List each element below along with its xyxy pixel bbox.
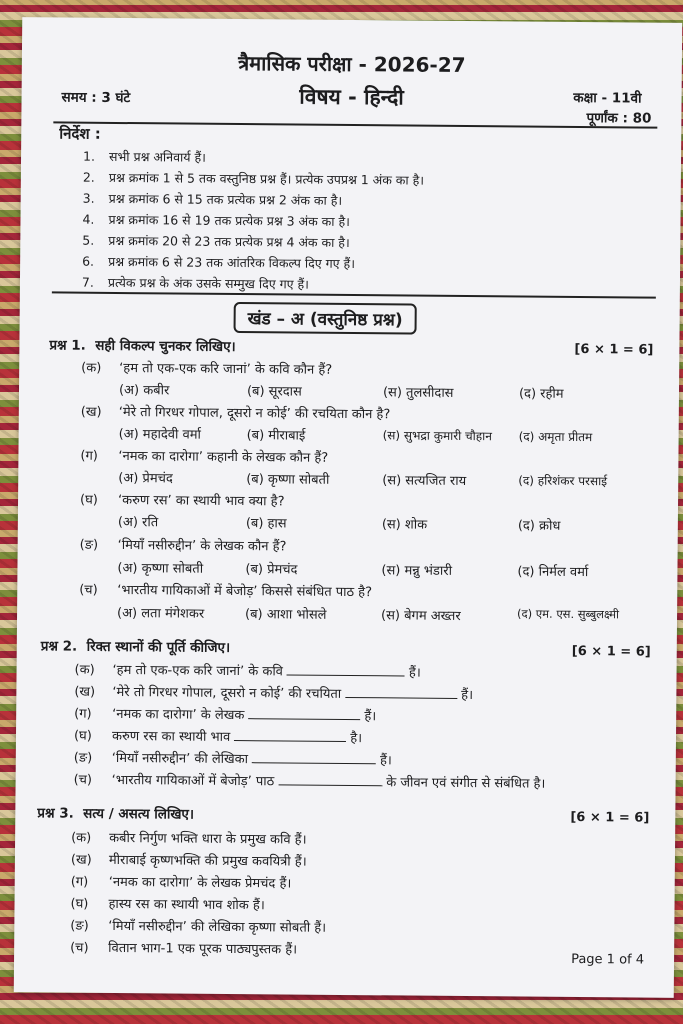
answer-blank — [287, 664, 405, 676]
instruction-item: 3. प्रश्न क्रमांक 6 से 15 तक प्रत्येक प्रश्न 2 अंक का है। — [82, 190, 343, 208]
option: (द) एम. एस. सुब्बुलक्ष्मी — [517, 606, 620, 622]
option: (अ) कृष्णा सोबती — [117, 560, 204, 577]
q2-heading: प्रश्न 2. रिक्त स्थानों की पूर्ति कीजिए। — [40, 638, 231, 656]
instruction-item: 7. प्रत्येक प्रश्न के अंक उसके सम्मुख दिए गए हैं। — [81, 274, 309, 292]
page-number: Page 1 of 4 — [571, 951, 645, 968]
option: (ब) आशा भोसले — [244, 607, 327, 623]
q2-marks: [6 × 1 = 6] — [571, 643, 651, 660]
exam-time: समय : 3 घंटे — [61, 89, 131, 107]
option: (ब) मीराबाई — [246, 428, 306, 444]
q3-item: (ग) ‘नमक का दारोगा’ के लेखक प्रेमचंद हैं। — [70, 874, 292, 892]
q1-item: (च) ‘भारतीय गायिकाओं में बेजोड़’ किससे संबंधित पाठ है? — [79, 582, 373, 601]
option: (अ) लता मंगेशकर — [117, 605, 205, 622]
q1-item: (ग) ‘नमक का दारोगा’ कहानी के लेखक कौन हैं? — [80, 448, 329, 466]
q2-item: (च) ‘भारतीय गायिकाओं में बेजोड़’ पाठ के जीवन एवं संगीत से संबंधित है। — [73, 772, 546, 792]
option: (स) बेगम अख्तर — [380, 608, 461, 624]
q3-item: (च) वितान भाग-1 एक पूरक पाठ्यपुस्तक हैं। — [70, 940, 298, 958]
q1-item: (ङ) ‘मियाँ नसीरुद्दीन’ के लेखक कौन हैं? — [79, 537, 287, 555]
option: (ब) सूरदास — [246, 384, 302, 400]
option: (स) शोक — [381, 517, 428, 533]
instructions-title: निर्देश : — [59, 124, 101, 143]
answer-blank — [278, 774, 382, 786]
option: (स) मन्नु भंडारी — [381, 563, 453, 579]
q1-item: (क) ‘हम तो एक-एक करि जानां’ के कवि कौन हैं? — [81, 360, 333, 378]
instructions-divider — [52, 291, 656, 298]
option: (द) अमृता प्रीतम — [518, 429, 593, 445]
q3-item: (घ) हास्य रस का स्थायी भाव शोक हैं। — [70, 896, 265, 914]
q1-marks: [6 × 1 = 6] — [574, 341, 654, 358]
q2-item: (ख) ‘मेरे तो गिरधर गोपाल, दूसरो न कोई’ की रचयिता हैं। — [74, 684, 474, 704]
option: (द) हरिशंकर परसाई — [518, 473, 608, 489]
q3-item: (ख) मीराबाई कृष्णभक्ति की प्रमुख कवयित्री हैं। — [70, 852, 307, 870]
option: (द) रहीम — [518, 386, 564, 402]
q2-item: (ग) ‘नमक का दारोगा’ के लेखक हैं। — [74, 706, 377, 725]
option: (ब) हास — [245, 516, 287, 532]
exam-title: त्रैमासिक परीक्षा - 2026-27 — [238, 51, 466, 78]
q3-heading: प्रश्न 3. सत्य / असत्य लिखिए। — [37, 805, 195, 823]
exam-total-marks: पूर्णांक : 80 — [586, 110, 652, 127]
answer-blank — [234, 730, 346, 742]
q3-marks: [6 × 1 = 6] — [570, 809, 650, 826]
option: (स) तुलसीदास — [382, 385, 454, 401]
option: (द) क्रोध — [517, 518, 561, 534]
option: (स) सुभद्रा कुमारी चौहान — [382, 428, 493, 444]
q3-item: (ङ) ‘मियाँ नसीरुद्दीन’ की लेखिका कृष्णा सोबती हैं। — [70, 918, 327, 936]
instruction-item: 1. सभी प्रश्न अनिवार्य हैं। — [82, 148, 207, 165]
option: (द) निर्मल वर्मा — [517, 564, 589, 581]
option: (अ) कबीर — [118, 382, 170, 399]
answer-blank — [252, 752, 376, 764]
q2-item: (क) ‘हम तो एक-एक करि जानां’ के कवि हैं। — [74, 662, 421, 681]
instruction-item: 2. प्रश्न क्रमांक 1 से 5 तक वस्तुनिष्ठ प्रश्न हैं। प्रत्येक उपप्रश्न 1 अंक का है। — [82, 169, 425, 188]
option: (अ) रति — [117, 514, 159, 531]
exam-class: कक्षा - 11वी — [573, 89, 642, 107]
header-divider — [53, 121, 657, 128]
instruction-item: 4. प्रश्न क्रमांक 16 से 19 तक प्रत्येक प्रश्न 3 अंक का है। — [82, 211, 350, 230]
section-heading: खंड – अ (वस्तुनिष्ठ प्रश्न) — [234, 302, 417, 335]
option: (ब) प्रेमचंद — [245, 562, 298, 578]
instruction-item: 5. प्रश्न क्रमांक 20 से 23 तक प्रत्येक प्रश्न 4 अंक का है। — [82, 232, 350, 251]
option: (ब) कृष्णा सोबती — [246, 472, 330, 488]
q1-item: (घ) ‘करुण रस’ का स्थायी भाव क्या है? — [79, 492, 285, 510]
q2-item: (घ) करुण रस का स्थायी भाव है। — [73, 728, 363, 747]
q3-item: (क) कबीर निर्गुण भक्ति धारा के प्रमुख कवि हैं। — [71, 830, 307, 848]
answer-blank — [345, 687, 457, 699]
instruction-item: 6. प्रश्न क्रमांक 6 से 23 तक आंतरिक विकल्प दिए गए हैं। — [82, 253, 356, 272]
exam-paper — [14, 17, 682, 998]
option: (अ) प्रेमचंद — [118, 470, 173, 487]
option: (अ) महादेवी वर्मा — [118, 426, 201, 443]
option: (स) सत्यजित राय — [382, 473, 467, 490]
answer-blank — [248, 708, 360, 720]
q2-item: (ङ) ‘मियाँ नसीरुद्दीन’ की लेखिका हैं। — [73, 750, 392, 769]
q1-item: (ख) ‘मेरे तो गिरधर गोपाल, दूसरो न कोई’ की रचयिता कौन है? — [80, 404, 391, 423]
exam-subject: विषय - हिन्दी — [299, 84, 404, 110]
q1-heading: प्रश्न 1. सही विकल्प चुनकर लिखिए। — [49, 337, 236, 356]
